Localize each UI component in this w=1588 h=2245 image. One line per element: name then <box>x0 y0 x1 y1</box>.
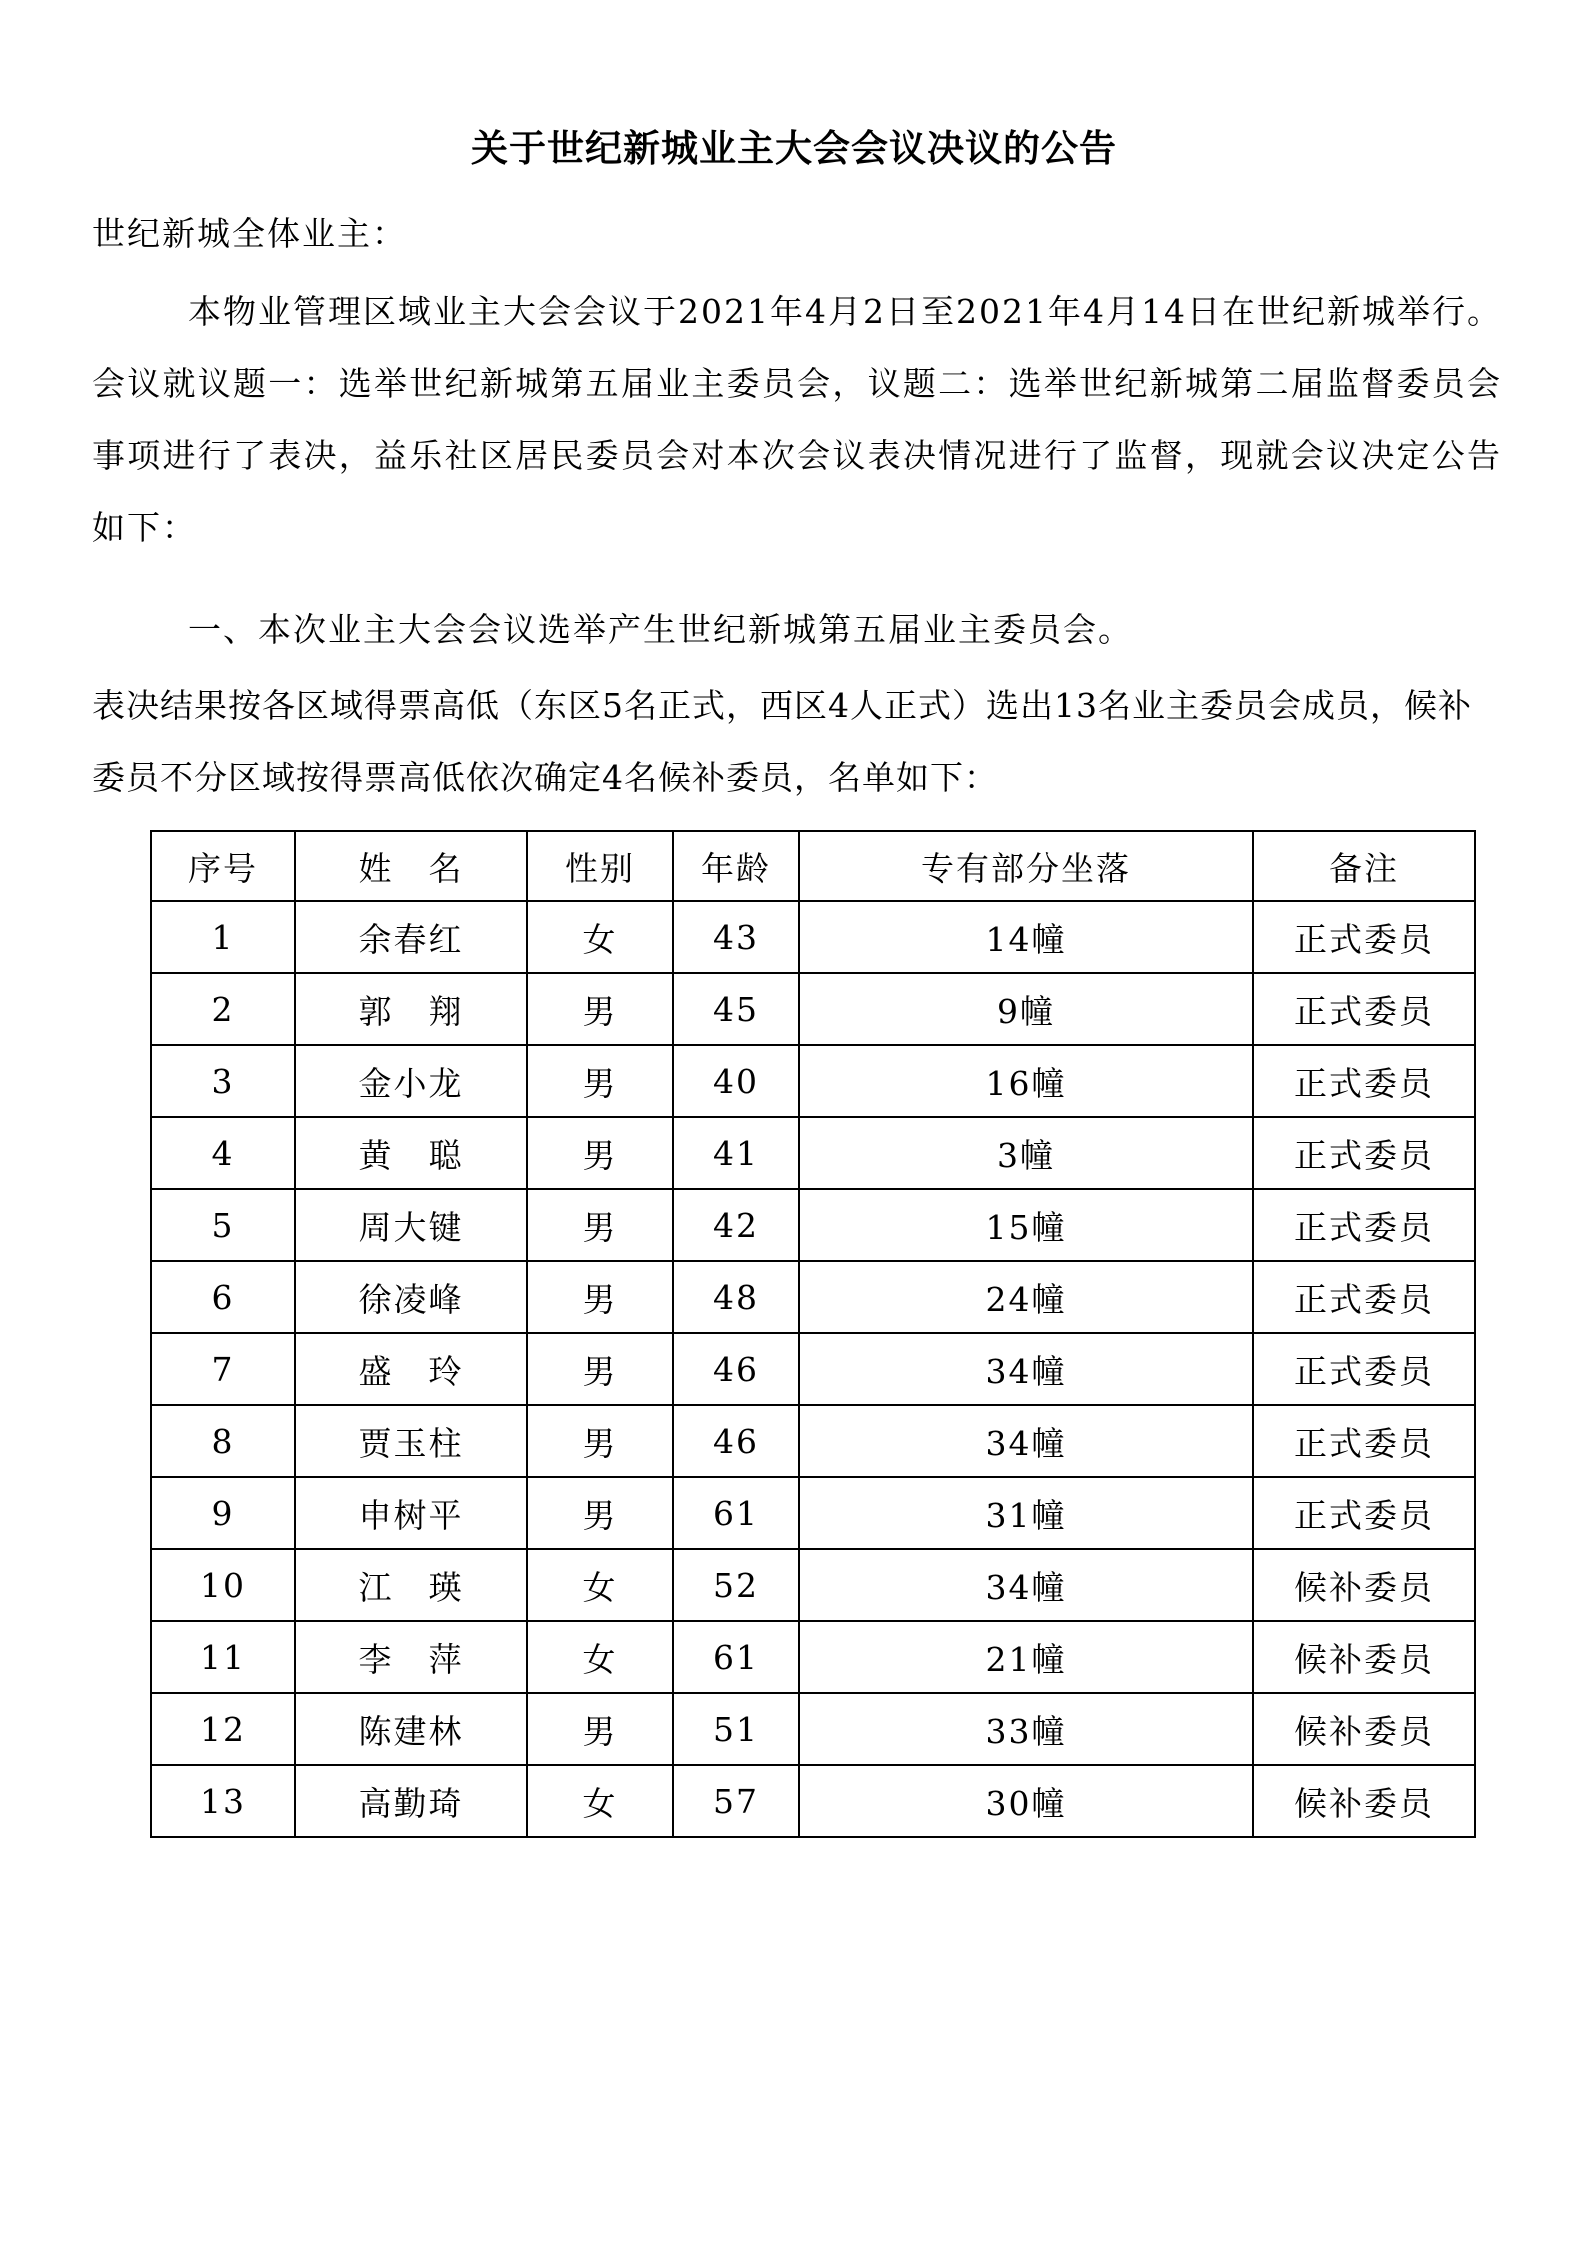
cell-remark: 正式委员 <box>1253 1405 1475 1477</box>
cell-gender: 男 <box>527 973 673 1045</box>
cell-serial: 11 <box>151 1621 295 1693</box>
cell-serial: 8 <box>151 1405 295 1477</box>
cell-name: 盛 玲 <box>295 1333 527 1405</box>
cell-gender: 女 <box>527 1621 673 1693</box>
cell-age: 51 <box>673 1693 799 1765</box>
header-gender: 性别 <box>527 831 673 901</box>
table-header-row <box>151 831 1475 901</box>
cell-gender: 男 <box>527 1405 673 1477</box>
cell-remark: 候补委员 <box>1253 1765 1475 1837</box>
cell-serial: 9 <box>151 1477 295 1549</box>
cell-name: 申树平 <box>295 1477 527 1549</box>
cell-building: 34幢 <box>799 1549 1253 1621</box>
cell-serial: 13 <box>151 1765 295 1837</box>
cell-building: 34幢 <box>799 1405 1253 1477</box>
cell-age: 43 <box>673 901 799 973</box>
table-row <box>151 1765 1475 1837</box>
table-row <box>151 1477 1475 1549</box>
cell-serial: 10 <box>151 1549 295 1621</box>
cell-remark: 正式委员 <box>1253 1261 1475 1333</box>
cell-serial: 2 <box>151 973 295 1045</box>
header-building: 专有部分坐落 <box>799 831 1253 901</box>
table-row <box>151 1405 1475 1477</box>
header-name: 姓 名 <box>295 831 527 901</box>
cell-serial: 6 <box>151 1261 295 1333</box>
cell-age: 48 <box>673 1261 799 1333</box>
header-age: 年龄 <box>673 831 799 901</box>
cell-gender: 男 <box>527 1477 673 1549</box>
table-row <box>151 901 1475 973</box>
table-row <box>151 1189 1475 1261</box>
table-row <box>151 1117 1475 1189</box>
cell-remark: 正式委员 <box>1253 1477 1475 1549</box>
cell-gender: 男 <box>527 1045 673 1117</box>
cell-name: 李 萍 <box>295 1621 527 1693</box>
cell-remark: 正式委员 <box>1253 901 1475 973</box>
table-row <box>151 1045 1475 1117</box>
cell-serial: 1 <box>151 901 295 973</box>
cell-serial: 4 <box>151 1117 295 1189</box>
cell-age: 42 <box>673 1189 799 1261</box>
table-row <box>151 1333 1475 1405</box>
cell-building: 9幢 <box>799 973 1253 1045</box>
committee-roster-table <box>150 830 1476 1838</box>
cell-remark: 正式委员 <box>1253 1045 1475 1117</box>
header-serial: 序号 <box>151 831 295 901</box>
cell-serial: 7 <box>151 1333 295 1405</box>
cell-remark: 候补委员 <box>1253 1621 1475 1693</box>
table-row <box>151 1621 1475 1693</box>
table-row <box>151 1261 1475 1333</box>
cell-age: 41 <box>673 1117 799 1189</box>
cell-name: 黄 聪 <box>295 1117 527 1189</box>
cell-gender: 男 <box>527 1117 673 1189</box>
cell-name: 高勤琦 <box>295 1765 527 1837</box>
intro-paragraph: 本物业管理区域业主大会会议于2021年4月2日至2021年4月14日在世纪新城举行。会议就议题一：选举世纪新城第五届业主委员会，议题二：选举世纪新城第二届监督委员会事项进行了表决，益乐社区居民委员会对本次会议表决情况进行了监督，现就会议决定公告如下： <box>92 292 1502 547</box>
cell-remark: 正式委员 <box>1253 1117 1475 1189</box>
cell-gender: 男 <box>527 1333 673 1405</box>
document-title: 关于世纪新城业主大会会议决议的公告 <box>471 127 1117 170</box>
cell-gender: 男 <box>527 1693 673 1765</box>
cell-age: 57 <box>673 1765 799 1837</box>
cell-name: 郭 翔 <box>295 973 527 1045</box>
cell-gender: 男 <box>527 1261 673 1333</box>
cell-name: 周大键 <box>295 1189 527 1261</box>
cell-building: 24幢 <box>799 1261 1253 1333</box>
cell-gender: 女 <box>527 901 673 973</box>
cell-age: 46 <box>673 1405 799 1477</box>
cell-age: 52 <box>673 1549 799 1621</box>
cell-serial: 12 <box>151 1693 295 1765</box>
cell-remark: 候补委员 <box>1253 1693 1475 1765</box>
section-1-heading: 一、本次业主大会会议选举产生世纪新城第五届业主委员会。 <box>188 610 1133 649</box>
cell-gender: 女 <box>527 1549 673 1621</box>
cell-name: 余春红 <box>295 901 527 973</box>
cell-building: 3幢 <box>799 1117 1253 1189</box>
cell-remark: 正式委员 <box>1253 973 1475 1045</box>
cell-age: 45 <box>673 973 799 1045</box>
cell-remark: 正式委员 <box>1253 1189 1475 1261</box>
table-row <box>151 1549 1475 1621</box>
cell-name: 金小龙 <box>295 1045 527 1117</box>
cell-name: 江 瑛 <box>295 1549 527 1621</box>
cell-building: 30幢 <box>799 1765 1253 1837</box>
cell-age: 61 <box>673 1477 799 1549</box>
cell-serial: 3 <box>151 1045 295 1117</box>
header-remark: 备注 <box>1253 831 1475 901</box>
cell-building: 14幢 <box>799 901 1253 973</box>
cell-age: 40 <box>673 1045 799 1117</box>
cell-age: 61 <box>673 1621 799 1693</box>
cell-building: 31幢 <box>799 1477 1253 1549</box>
cell-name: 陈建林 <box>295 1693 527 1765</box>
cell-name: 徐凌峰 <box>295 1261 527 1333</box>
section-1-text: 表决结果按各区域得票高低（东区5名正式，西区4人正式）选出13名业主委员会成员，候补委员不分区域按得票高低依次确定4名候补委员，名单如下： <box>92 686 1472 797</box>
cell-building: 15幢 <box>799 1189 1253 1261</box>
cell-building: 21幢 <box>799 1621 1253 1693</box>
cell-age: 46 <box>673 1333 799 1405</box>
cell-building: 33幢 <box>799 1693 1253 1765</box>
cell-name: 贾玉柱 <box>295 1405 527 1477</box>
table-row <box>151 973 1475 1045</box>
cell-gender: 男 <box>527 1189 673 1261</box>
cell-remark: 候补委员 <box>1253 1549 1475 1621</box>
cell-remark: 正式委员 <box>1253 1333 1475 1405</box>
cell-serial: 5 <box>151 1189 295 1261</box>
salutation: 世纪新城全体业主： <box>92 214 407 253</box>
cell-building: 16幢 <box>799 1045 1253 1117</box>
cell-building: 34幢 <box>799 1333 1253 1405</box>
table-row <box>151 1693 1475 1765</box>
cell-gender: 女 <box>527 1765 673 1837</box>
